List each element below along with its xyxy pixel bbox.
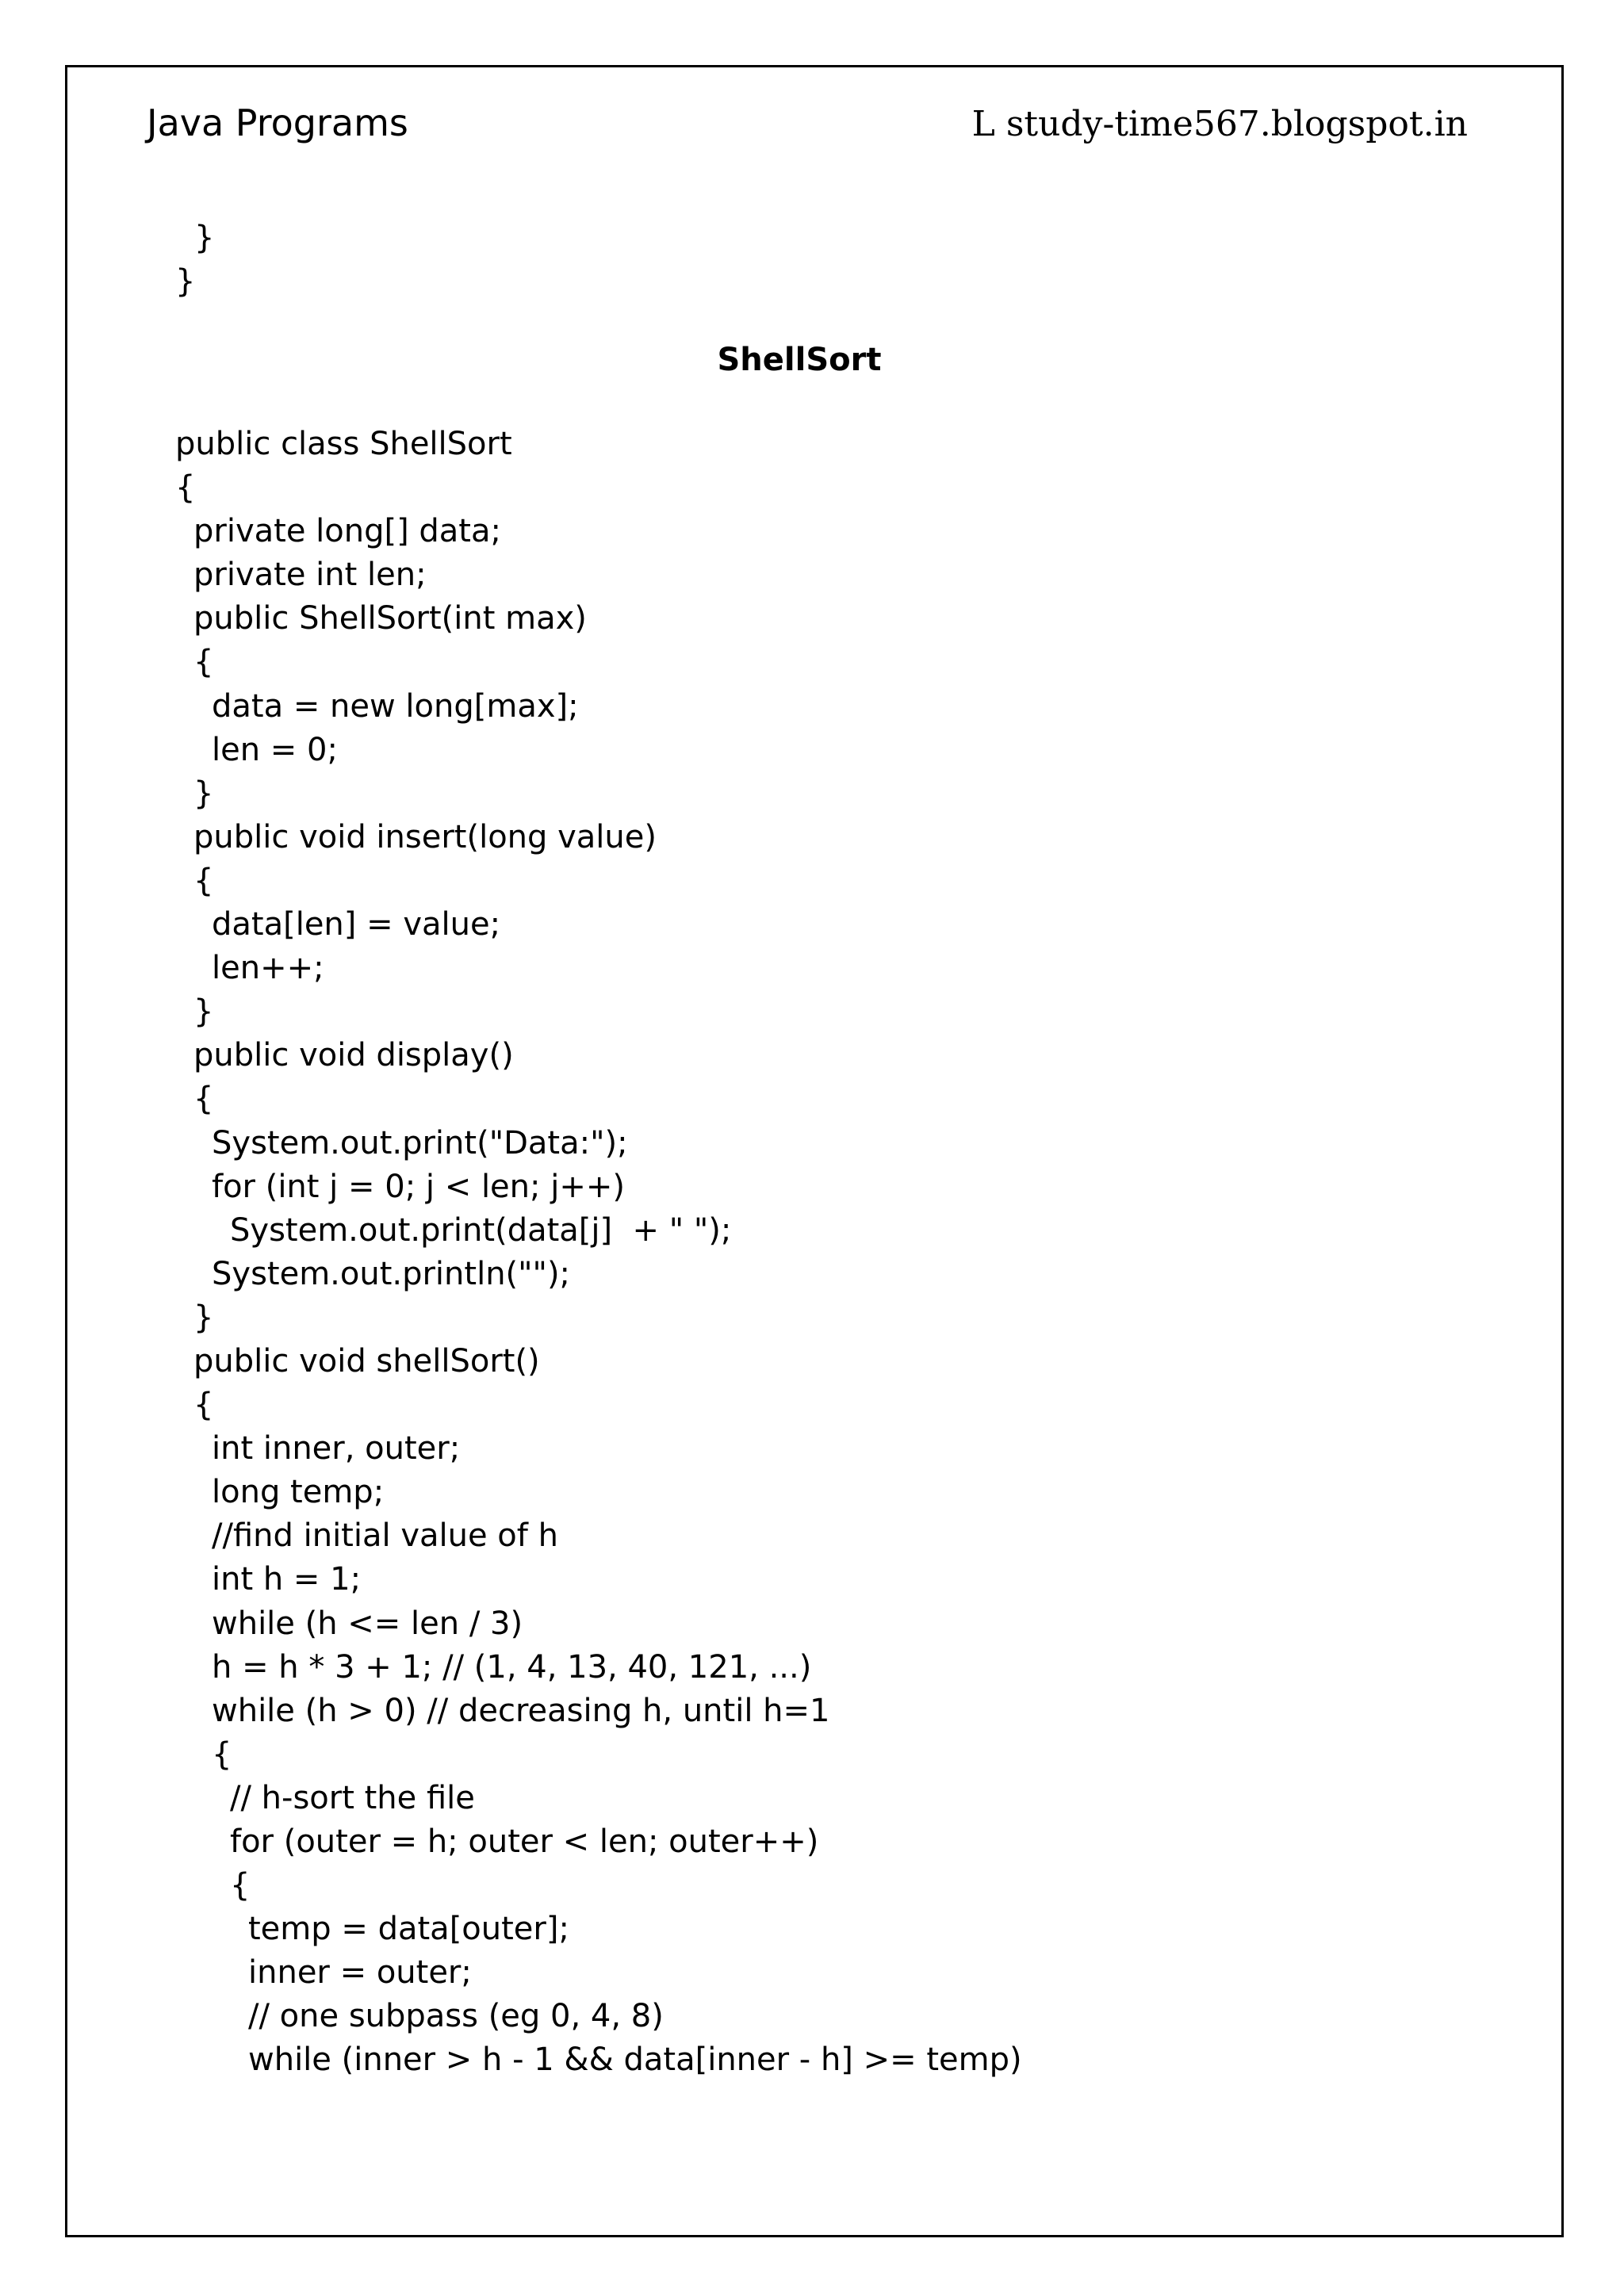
section-title — [0, 339, 1624, 382]
code-line: data = new long[max]; — [212, 687, 579, 725]
code-line: } — [193, 1299, 214, 1336]
section-title-text: ShellSort — [717, 342, 882, 378]
code-line: long temp; — [212, 1474, 385, 1511]
code-line: while (h <= len / 3) — [212, 1605, 523, 1642]
code-line: { — [230, 1867, 251, 1904]
header-site: L study-time567.blogspot.in — [971, 104, 1468, 144]
code-line: { — [193, 862, 214, 899]
code-line: int h = 1; — [212, 1561, 362, 1598]
code-line: { — [212, 1735, 232, 1773]
code-line: data[len] = value; — [212, 906, 501, 943]
code-line: { — [193, 644, 214, 681]
code-line: int inner, outer; — [212, 1430, 461, 1468]
code-line: while (inner > h - 1 && data[inner - h] >= temp) — [248, 2042, 1022, 2079]
code-line: for (int j = 0; j < len; j++) — [212, 1168, 625, 1205]
code-line: temp = data[outer]; — [248, 1911, 569, 1948]
code-line: inner = outer; — [248, 1954, 472, 1992]
code-line: System.out.println(""); — [212, 1255, 571, 1292]
code-line: { — [193, 1387, 214, 1424]
code-line: len = 0; — [212, 731, 338, 768]
code-line: } — [193, 775, 214, 812]
code-line: len++; — [212, 950, 324, 987]
code-line: public void display() — [193, 1037, 514, 1074]
code-line: public void shellSort() — [193, 1342, 540, 1380]
code-line: // h-sort the file — [230, 1779, 475, 1816]
code-line: while (h > 0) // decreasing h, until h=1 — [212, 1692, 830, 1729]
code-line: public ShellSort(int max) — [193, 600, 587, 637]
code-line: public class ShellSort — [175, 426, 512, 462]
code-line: System.out.print("Data:"); — [212, 1124, 628, 1161]
code-line: for (outer = h; outer < len; outer++) — [230, 1823, 819, 1860]
code-line: } — [193, 993, 214, 1031]
code-line: //find initial value of h — [212, 1517, 558, 1555]
code-line: System.out.print(data[j] + " "); — [230, 1211, 732, 1249]
code-line: h = h * 3 + 1; // (1, 4, 13, 40, 121, ...) — [212, 1648, 812, 1686]
closing-brace-outer: } — [175, 263, 196, 300]
code-block — [175, 423, 1022, 2083]
code-line: private long[] data; — [193, 513, 501, 550]
code-line: { — [175, 469, 196, 507]
code-line: public void insert(long value) — [193, 818, 657, 855]
code-line: private int len; — [193, 557, 427, 594]
header-title: Java Programs — [147, 101, 408, 144]
code-line: { — [193, 1081, 214, 1118]
code-line: // one subpass (eg 0, 4, 8) — [248, 1998, 664, 2035]
closing-brace-inner: } — [194, 220, 215, 256]
